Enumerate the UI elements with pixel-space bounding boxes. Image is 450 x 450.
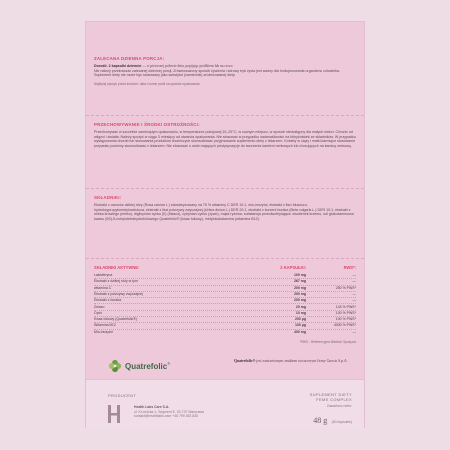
weight-line — [310, 410, 352, 428]
row-name: Mio-inozytol — [94, 329, 113, 334]
table-row — [94, 329, 356, 335]
row-amount: 200 mg — [293, 285, 306, 290]
table-col-amount: 2 KAPSUŁKI: — [280, 265, 306, 270]
storage-section — [94, 122, 356, 148]
row-rws: — — [352, 291, 356, 296]
brand-reg: ® — [167, 361, 171, 366]
dose-lead-rest: — w pierwszej połowie dnia, popijając posiłkiem lub na czczo — [142, 64, 233, 68]
row-rws: — — [352, 298, 356, 303]
trademark-bold: Quatrefolic® — [234, 359, 256, 363]
clover-icon — [108, 359, 122, 373]
table-col-name: SKŁADNIKI AKTYWNE: — [94, 265, 140, 270]
divider — [86, 188, 364, 189]
row-amount: 20 mg — [295, 304, 306, 309]
active-ingredients-table — [94, 265, 356, 345]
row-amount: 10 mg — [295, 310, 306, 315]
dose-note: Najlepiej spożyć przed końcem: data i numer partii na spodzie opakowania. — [94, 81, 201, 86]
row-amount: 400 mg — [293, 329, 306, 334]
divider — [86, 258, 364, 259]
dose-lead-bold: Dorośli: 2 kapsułki dziennie — [94, 64, 142, 68]
row-rws: 143 % PWS* — [335, 304, 356, 309]
net-weight: 48 g — [313, 415, 328, 425]
row-rws: 100 % PWS* — [335, 310, 356, 315]
row-name: Cynk — [94, 310, 102, 315]
company-name: Health Labs Care S.A. — [134, 405, 170, 409]
row-amount: 200 µg — [295, 317, 306, 322]
ingredients-heading: SKŁADNIKI: — [94, 195, 122, 200]
row-name: Laktoferyna — [94, 273, 113, 277]
capsule-count: (60 kapsułek) — [331, 419, 352, 424]
dose-body: Nie należy przekraczać zalecanej dziennej porcji. Zrównoważony sposób żywienia i zdrowy tryb życia jest ważny dla funkcjonowania organizmu człowieka. Suplement diety nie może być stosowany jako substytut (zamiennik) zróżnicowanej diety. — [94, 68, 340, 78]
row-rws: — — [352, 273, 356, 277]
row-rws: 250 % PWS* — [335, 285, 356, 290]
row-name: Ekstrakt z pokrzywy zwyczajnej — [94, 291, 143, 296]
table-footnote: *PWS - Referencyjna Wartość Spożycia — [299, 340, 356, 344]
row-rws: 100 % PWS* — [335, 317, 356, 322]
brand-name: Quatrefolic — [125, 361, 168, 371]
row-name: Żelazo — [94, 304, 105, 309]
divider — [86, 115, 364, 116]
row-rws: — — [352, 279, 356, 284]
row-amount: 100 mg — [293, 273, 306, 277]
ingredients-body: Ekstrakt z owoców dzikiej róży (Rosa canina L.) standaryzowany na 75 % witaminy C DER 10:1, mio-inozytol, ekstrakt z liści bluszczu, hydroksypropylometyloceluloza, ekstrakt z liści pokrzywy zwyczajnej (Urtica dioica L.) DER 20:1, ekstrakt z korzeni buraka (Beta vulgaris L.) DER 10:1, ekstrakt z mleka krowiego (mleko), diglicynian cynku (II) (bisaco), cytrynian cynku (żywo), mąka ryżowa, substancja przeciwzbrylająca: dwutlenek krzemu, sól glukozaminowa kwasu (6S)-5-metylotetrahydrofoliowego Quatrefolic® (kwas foliowy), metylokobalamina (witamina B12). — [94, 203, 354, 221]
row-amount: 200 mg — [293, 298, 306, 303]
dose-heading: ZALECANA DZIENNA PORCJA: — [94, 56, 165, 61]
company-logo-icon — [108, 405, 120, 423]
row-name: Ekstrakt z buraka — [94, 298, 122, 303]
row-name: Kwas foliowy (Quatrefolic®) — [94, 317, 138, 322]
row-name: Witamina B12 — [94, 323, 116, 328]
row-name: witamina C — [94, 285, 112, 290]
label-footer — [86, 379, 364, 428]
quatrefolic-logo — [108, 359, 170, 373]
table-col-rws: RWS*: — [343, 265, 356, 270]
trademark-rest: jest zastrzeżonym znakiem towarowym firmy Gnosis S.p.A. — [256, 359, 348, 363]
storage-body: Przechowywać w szczelnie zamkniętym opakowaniu, w temperaturze pokojowej 15–25°C, w suchym miejscu, w sposób niedostępny dla małych dzieci. Chronić od wilgoci i światła. Należy spożyć w ciągu 3 miesięcy od otwarcia opakowania. Nie stosować w przypadku nadwrażliwości na którykolwiek ze składników. W przypadku występowania chorób lub stosowania produktów leczniczych skonsultować przyjmowanie suplementu diety z lekarzem. Kobiety w ciąży i matki karmiące stosowanie preparatu powinny skonsultować z lekarzem. Nie stosować u osób mających predyspozycje do tworzenia kamieni nerkowych lub chorujących na kamicę nerkową. — [94, 130, 356, 148]
company-contact: kontakt@healthlabs.care +48 799 353 835 — [134, 414, 198, 419]
row-rws: 4000 % PWS* — [333, 323, 356, 328]
row-name: Ekstrakt z dzikiej róży w tym — [94, 279, 138, 284]
row-rws: — — [352, 329, 356, 334]
company-address: ul. Kr.mnicka 1, Segment E, 03-737 Warszawa — [134, 409, 204, 414]
producer-label: PRODUCENT — [108, 393, 137, 398]
storage-heading: PRZECHOWYWANIE I ŚRODKI OSTROŻNOŚCI: — [94, 122, 200, 127]
supplement-label-card — [86, 22, 364, 427]
weight-label: Zawartość netto: — [326, 404, 352, 408]
product-info — [310, 392, 352, 428]
product-type: SUPLEMENT DIETY — [309, 392, 352, 397]
row-amount: 200 mg — [293, 291, 306, 296]
dose-section — [94, 56, 356, 86]
row-amount: 100 µg — [295, 323, 306, 328]
ingredients-section — [94, 195, 356, 221]
product-name: FEME COMPLEX — [316, 397, 352, 402]
row-amount: 267 mg — [293, 279, 306, 284]
producer-info — [134, 405, 244, 419]
trademark-note — [234, 359, 354, 364]
